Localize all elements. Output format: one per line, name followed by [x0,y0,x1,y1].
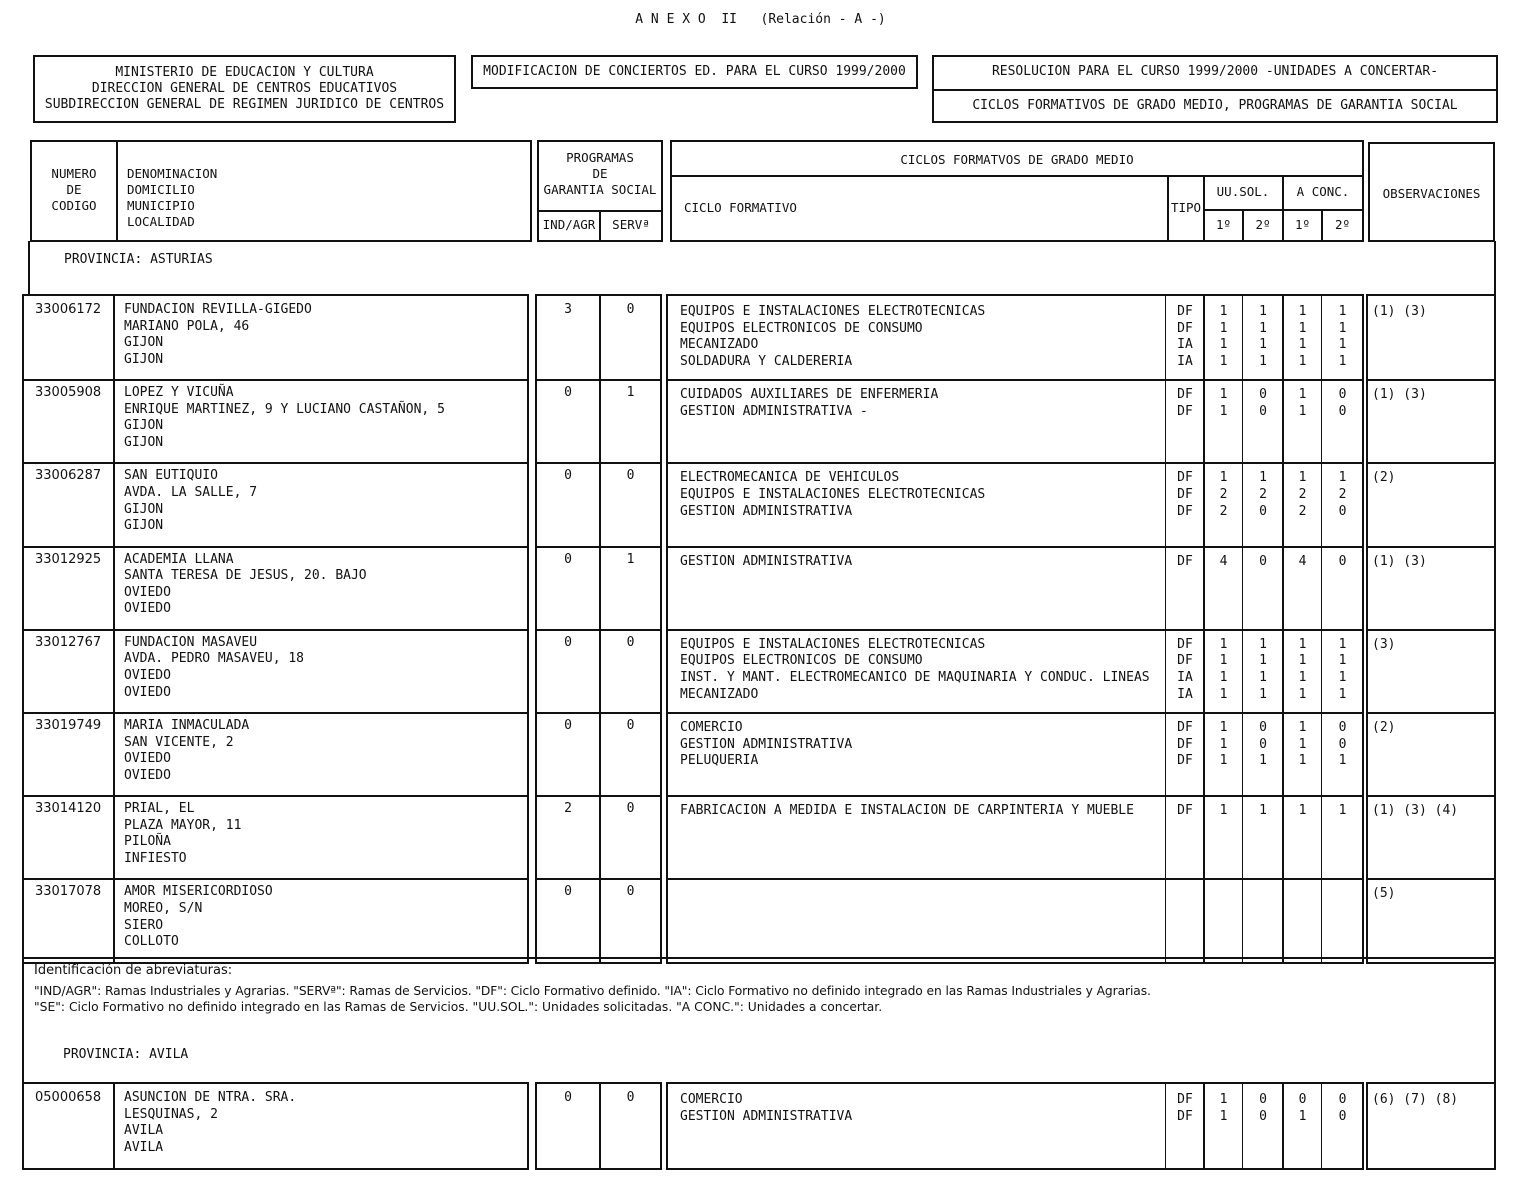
observaciones-block [1366,1082,1496,1170]
row-divider [24,712,527,714]
center-localidad: COLLOTO [124,934,179,950]
center-block [22,1082,529,1170]
cycle-uu-sol-2: 1 [1259,636,1267,652]
ciclos-block [666,1082,1364,1170]
cycle-uu-sol-2: 1 [1259,753,1267,769]
center-localidad: INFIESTO [124,851,187,866]
cycle-uu-sol-2: 0 [1259,503,1267,519]
cycle-uu-sol-1: 1 [1219,387,1228,403]
center-name: MARIA INMACULADA [124,718,250,733]
cycle-name: EQUIPOS ELECTRONICOS DE CONSUMO [680,653,923,669]
cycle-uu-sol-1: 1 [1219,636,1228,652]
footnote-block [22,957,1496,1082]
cycle-tipo: DF [1177,320,1193,336]
resolution-text: RESOLUCION PARA EL CURSO 1999/2000 -UNIDADES A CONCERTAR- [991,64,1439,79]
cycle-uu-sol-1: 1 [1219,337,1228,353]
cycle-tipo: DF [1177,503,1193,519]
divider [113,1084,115,1168]
center-address: PLAZA MAYOR, 11 [124,817,242,833]
cycle-a-conc-1: 1 [1298,337,1307,353]
cycle-name: FABRICACION A MEDIDA E INSTALACION DE CARPINTERIA Y MUEBLE [680,803,1134,819]
center-address: SANTA TERESA DE JESUS, 20. BAJO [124,568,367,584]
center-code: 05000658 [35,1090,102,1105]
center-code: 33012925 [35,551,102,567]
province-asturias: PROVINCIA: ASTURIAS [64,252,213,267]
cycle-name: GESTION ADMINISTRATIVA - [680,403,868,419]
serv-value: 0 [626,718,635,733]
center-municipio: SIERO [124,917,164,933]
cycle-tipo: IA [1177,353,1193,369]
row-divider [537,546,660,548]
cycle-a-conc-1: 1 [1298,470,1307,486]
cycle-a-conc-2: 1 [1338,337,1347,353]
center-address: MARIANO POLA, 46 [124,318,250,334]
cycle-name: EQUIPOS E INSTALACIONES ELECTROTECNICAS [680,636,986,652]
cycle-a-conc-1: 1 [1298,720,1307,735]
center-address: ENRIQUE MARTINEZ, 9 Y LUCIANO CASTAÑON, 5 [124,401,445,417]
center-name: SAN EUTIQUIO [124,468,218,484]
cycle-uu-sol-1: 1 [1219,736,1228,752]
cycles-text: CICLOS FORMATIVOS DE GRADO MEDIO, PROGRAMAS DE GARANTIA SOCIAL [972,98,1458,113]
cycle-a-conc-1: 1 [1298,387,1307,403]
cycle-a-conc-1: 1 [1298,403,1307,419]
cycle-tipo: DF [1177,1092,1193,1107]
cycle-uu-sol-1: 2 [1219,503,1228,519]
cycle-a-conc-2: 0 [1338,1092,1347,1107]
col-programas-de: DE [592,166,608,181]
ministry-line-3: SUBDIRECCION GENERAL DE REGIMEN JURIDICO DE CENTROS [44,97,445,112]
cycle-a-conc-1: 1 [1298,753,1307,769]
center-localidad: AVILA [124,1139,164,1155]
observaciones-value: (3) [1372,636,1396,652]
center-municipio: GIJON [124,501,164,517]
row-divider [1368,629,1494,631]
cycle-tipo: DF [1177,736,1193,752]
center-municipio: OVIEDO [124,751,171,767]
center-name: LOPEZ Y VICUÑA [124,385,234,401]
divider [1165,1084,1166,1168]
cycle-a-conc-1: 2 [1298,503,1307,519]
row-divider [537,878,660,880]
cycle-name: COMERCIO [680,720,743,735]
cycle-tipo: DF [1177,304,1193,319]
header-programas [537,140,663,242]
cycle-tipo: DF [1177,803,1193,819]
cycle-name: GESTION ADMINISTRATIVA [680,1108,853,1124]
cycle-uu-sol-2: 0 [1259,553,1267,569]
cycle-a-conc-2: 1 [1338,304,1347,319]
cycle-name: COMERCIO [680,1092,743,1107]
center-code: 33005908 [35,385,102,401]
cycle-name: GESTION ADMINISTRATIVA [680,736,853,752]
ind-agr-value: 0 [564,385,572,401]
row-divider [668,629,1362,631]
serv-value: 0 [626,468,635,484]
cycle-a-conc-1: 1 [1298,803,1307,819]
center-localidad: GIJON [124,435,164,450]
cycle-a-conc-2: 1 [1338,753,1347,769]
center-localidad: GIJON [124,518,164,534]
col-observaciones: OBSERVACIONES [1382,186,1481,201]
observaciones-value: (5) [1372,886,1396,902]
cycle-tipo: DF [1177,653,1193,669]
cycle-uu-sol-1: 1 [1219,403,1228,419]
col-localidad: LOCALIDAD [127,214,195,229]
cycle-a-conc-2: 0 [1338,1108,1347,1124]
cycle-uu-sol-1: 1 [1219,320,1228,336]
cycle-name: MECANIZADO [680,337,759,353]
serv-value: 0 [626,302,635,317]
cycle-tipo: DF [1177,487,1193,502]
ind-agr-value: 2 [564,801,572,817]
ministry-line-1: MINISTERIO DE EDUCACION Y CULTURA [115,65,374,80]
cycle-tipo: DF [1177,403,1193,419]
cycle-a-conc-2: 1 [1338,470,1347,486]
cycle-uu-sol-1: 2 [1219,487,1228,502]
cycle-uu-sol-2: 1 [1259,803,1267,819]
center-code: 33019749 [35,718,102,733]
center-code: 33017078 [35,884,102,900]
divider [1321,1084,1322,1168]
cycle-a-conc-1: 1 [1298,736,1307,752]
programas-block [535,294,662,964]
observaciones-value: (1) (3) [1372,387,1427,403]
center-localidad: OVIEDO [124,601,171,617]
footnote-title: Identificación de abreviaturas: [34,963,233,978]
row-divider [1368,462,1494,464]
cycle-name: EQUIPOS E INSTALACIONES ELECTROTECNICAS [680,487,986,502]
cycle-a-conc-1: 2 [1298,487,1307,502]
row-divider [668,878,1362,880]
cycle-name: EQUIPOS ELECTRONICOS DE CONSUMO [680,320,923,336]
serv-value: 0 [626,634,635,650]
cycle-a-conc-1: 1 [1298,686,1307,702]
center-name: ASUNCION DE NTRA. SRA. [124,1090,297,1105]
center-address: SAN VICENTE, 2 [124,734,234,750]
cycle-uu-sol-1: 1 [1219,1108,1228,1124]
ministry-line-2: DIRECCION GENERAL DE CENTROS EDUCATIVOS [91,81,398,96]
row-divider [668,795,1362,797]
cycle-uu-sol-2: 1 [1259,304,1267,319]
cycle-uu-sol-2: 1 [1259,353,1267,369]
center-name: ACADEMIA LLANA [124,551,234,567]
cycle-uu-sol-1: 1 [1219,470,1228,486]
footnote-line-2: "SE": Ciclo Formativo no definido integrado en las Ramas de Servicios. "UU.SOL.": Unidades solicitadas. "A CONC.": Unidades a concertar. [34,1000,883,1014]
col-domicilio: DOMICILIO [127,182,195,197]
modification-box [471,55,918,89]
center-code: 33006172 [35,302,102,317]
row-divider [537,629,660,631]
ind-agr-value: 0 [564,551,572,567]
col-denominacion: DENOMINACION [127,166,218,181]
col-uu-sol-2: 2º [1255,217,1271,232]
col-de: DE [66,182,82,197]
cycle-uu-sol-1: 1 [1219,720,1228,735]
header-left-block [30,140,532,242]
cycle-name: GESTION ADMINISTRATIVA [680,553,853,569]
center-municipio: AVILA [124,1123,164,1139]
center-municipio: GIJON [124,335,164,351]
cycle-uu-sol-2: 1 [1259,653,1267,669]
center-address: AVDA. PEDRO MASAVEU, 18 [124,651,305,667]
col-ind-agr: IND/AGR [542,217,596,232]
cycle-uu-sol-1: 1 [1219,1092,1228,1107]
cycle-tipo: DF [1177,753,1193,769]
cycle-name: CUIDADOS AUXILIARES DE ENFERMERIA [680,387,939,403]
cycle-a-conc-2: 2 [1338,487,1347,502]
ciclos-block [666,294,1364,964]
cycle-tipo: DF [1177,720,1193,735]
center-name: AMOR MISERICORDIOSO [124,884,273,900]
cycle-uu-sol-1: 1 [1219,686,1228,702]
cycle-name: ELECTROMECANICA DE VEHICULOS [680,470,900,486]
cycle-tipo: DF [1177,1108,1193,1124]
cycle-name: GESTION ADMINISTRATIVA [680,503,853,519]
center-address: LESQUINAS, 2 [124,1106,218,1122]
row-divider [668,712,1362,714]
col-a-conc: A CONC. [1296,184,1350,199]
observaciones-value: (2) [1372,470,1396,486]
cycle-uu-sol-2: 0 [1259,720,1267,735]
modification-text: MODIFICACION DE CONCIERTOS ED. PARA EL CURSO 1999/2000 [483,64,906,79]
cycle-uu-sol-2: 0 [1259,736,1267,752]
center-localidad: OVIEDO [124,684,171,700]
row-divider [1368,712,1494,714]
center-address: MOREO, S/N [124,901,203,916]
cycle-a-conc-2: 0 [1338,720,1347,735]
col-uu-sol: UU.SOL. [1216,184,1270,199]
observaciones-value: (1) (3) [1372,304,1427,319]
cycle-uu-sol-2: 0 [1259,403,1267,419]
row-divider [1368,878,1494,880]
center-municipio: PILOÑA [124,834,171,850]
ind-agr-value: 0 [564,634,572,650]
row-divider [24,462,527,464]
center-address: AVDA. LA SALLE, 7 [124,485,258,500]
row-divider [24,379,527,381]
center-localidad: OVIEDO [124,767,171,783]
row-divider [24,546,527,548]
cycle-uu-sol-1: 4 [1219,553,1228,569]
center-name: PRIAL, EL [124,801,195,817]
cycle-uu-sol-2: 1 [1259,686,1267,702]
cycle-a-conc-1: 1 [1298,353,1307,369]
cycle-name: SOLDADURA Y CALDERERIA [680,353,853,369]
cycle-uu-sol-2: 1 [1259,470,1267,486]
cycle-a-conc-2: 1 [1338,670,1347,685]
province-band-asturias [28,241,1496,295]
center-code: 33014120 [35,801,102,817]
center-municipio: OVIEDO [124,668,171,683]
col-a-conc-1: 1º [1294,217,1311,232]
ind-agr-value: 3 [564,302,572,317]
cycle-tipo: DF [1177,470,1193,486]
cycle-name: EQUIPOS E INSTALACIONES ELECTROTECNICAS [680,304,986,319]
observaciones-value: (2) [1372,720,1396,735]
row-divider [1368,546,1494,548]
cycle-uu-sol-2: 0 [1259,1108,1267,1124]
cycle-a-conc-2: 0 [1338,736,1347,752]
cycle-uu-sol-2: 2 [1259,487,1267,502]
row-divider [1368,379,1494,381]
col-tipo: TIPO [1170,200,1202,215]
serv-value: 0 [626,884,635,900]
cycle-a-conc-2: 1 [1338,686,1347,702]
center-localidad: GIJON [124,351,164,367]
row-divider [668,546,1362,548]
row-divider [537,379,660,381]
cycle-a-conc-2: 1 [1338,803,1347,819]
cycle-a-conc-2: 0 [1338,553,1347,569]
cycle-tipo: DF [1177,636,1193,652]
row-divider [24,878,527,880]
cycle-uu-sol-2: 0 [1259,1092,1267,1107]
province-avila: PROVINCIA: AVILA [63,1047,189,1062]
col-garantia-social: GARANTIA SOCIAL [543,182,657,197]
row-divider [537,795,660,797]
row-divider [1368,795,1494,797]
cycle-uu-sol-1: 1 [1219,653,1228,669]
cycle-name: MECANIZADO [680,686,759,702]
cycle-uu-sol-2: 1 [1259,320,1267,336]
cycle-tipo: IA [1177,686,1193,702]
cycle-uu-sol-1: 1 [1219,353,1228,369]
center-code: 33006287 [35,468,102,484]
divider [1242,1084,1243,1168]
ind-agr-value: 0 [564,468,572,484]
center-name: FUNDACION REVILLA-GIGEDO [124,302,312,317]
cycle-uu-sol-1: 1 [1219,670,1228,685]
cycle-a-conc-2: 0 [1338,503,1347,519]
cycle-a-conc-1: 1 [1298,670,1307,685]
header-ciclos [670,140,1364,242]
row-divider [537,712,660,714]
row-divider [668,379,1362,381]
cycle-uu-sol-2: 1 [1259,670,1267,685]
cycle-a-conc-2: 1 [1338,353,1347,369]
cycle-tipo: DF [1177,553,1193,569]
ind-agr-value: 0 [564,1090,572,1105]
cycle-a-conc-1: 1 [1298,636,1307,652]
col-uu-sol-1: 1º [1215,217,1232,232]
cycle-a-conc-1: 0 [1298,1092,1307,1107]
center-name: FUNDACION MASAVEU [124,634,258,650]
col-programas: PROGRAMAS [566,150,634,165]
center-block [22,294,529,964]
cycle-a-conc-2: 1 [1338,636,1347,652]
observaciones-value: (1) (3) [1372,553,1427,569]
cycle-a-conc-1: 1 [1298,320,1307,336]
col-serv: SERVª [612,217,650,232]
serv-value: 0 [626,801,635,817]
row-divider [24,629,527,631]
cycle-uu-sol-2: 0 [1259,387,1267,403]
observaciones-value: (1) (3) (4) [1372,803,1459,819]
cycle-a-conc-1: 1 [1298,304,1307,319]
ind-agr-value: 0 [564,718,572,733]
cycle-a-conc-2: 1 [1338,320,1347,336]
header-observaciones [1368,142,1495,242]
center-municipio: GIJON [124,418,164,434]
col-numero: NUMERO [51,166,97,181]
annex-title: A N E X O II (Relación - A -) [635,12,886,27]
cycle-tipo: DF [1177,387,1193,403]
resolution-box [932,55,1498,123]
cycle-name: PELUQUERIA [680,753,759,769]
serv-value: 1 [626,551,635,567]
ind-agr-value: 0 [564,884,572,900]
observaciones-value: (6) (7) (8) [1372,1092,1459,1107]
cycle-uu-sol-1: 1 [1219,803,1228,819]
center-code: 33012767 [35,634,102,650]
cycle-uu-sol-2: 1 [1259,337,1267,353]
cycle-tipo: IA [1177,337,1193,353]
col-codigo: CODIGO [51,198,97,213]
cycle-uu-sol-1: 1 [1219,753,1228,769]
observaciones-block [1366,294,1496,964]
cycle-uu-sol-1: 1 [1219,304,1228,319]
footnote-line-1: "IND/AGR": Ramas Industriales y Agrarias. "SERVª": Ramas de Servicios. "DF": Ciclo Formativo definido. "IA": Ciclo Formativo no definido integrado en las Ramas Industriales y Agrarias. [34,984,1151,998]
row-divider [24,795,527,797]
cycle-a-conc-2: 1 [1338,653,1347,669]
ministry-box [33,55,456,123]
cycle-a-conc-1: 1 [1298,1108,1307,1124]
serv-value: 1 [626,385,635,401]
cycle-a-conc-1: 1 [1298,653,1307,669]
cycle-a-conc-2: 0 [1338,387,1347,403]
cycle-tipo: IA [1177,670,1193,685]
col-ciclos-title: CICLOS FORMATVOS DE GRADO MEDIO [900,152,1134,167]
programas-block [535,1082,662,1170]
col-municipio: MUNICIPIO [127,198,195,213]
cycle-a-conc-1: 4 [1298,553,1307,569]
cycle-name: INST. Y MANT. ELECTROMECANICO DE MAQUINARIA Y CONDUC. LINEAS [680,670,1150,685]
col-a-conc-2: 2º [1334,217,1351,232]
row-divider [668,462,1362,464]
row-divider [537,462,660,464]
cycle-a-conc-2: 0 [1338,403,1347,419]
serv-value: 0 [626,1090,635,1105]
col-ciclo-formativo: CICLO FORMATIVO [684,200,797,215]
center-municipio: OVIEDO [124,584,171,600]
